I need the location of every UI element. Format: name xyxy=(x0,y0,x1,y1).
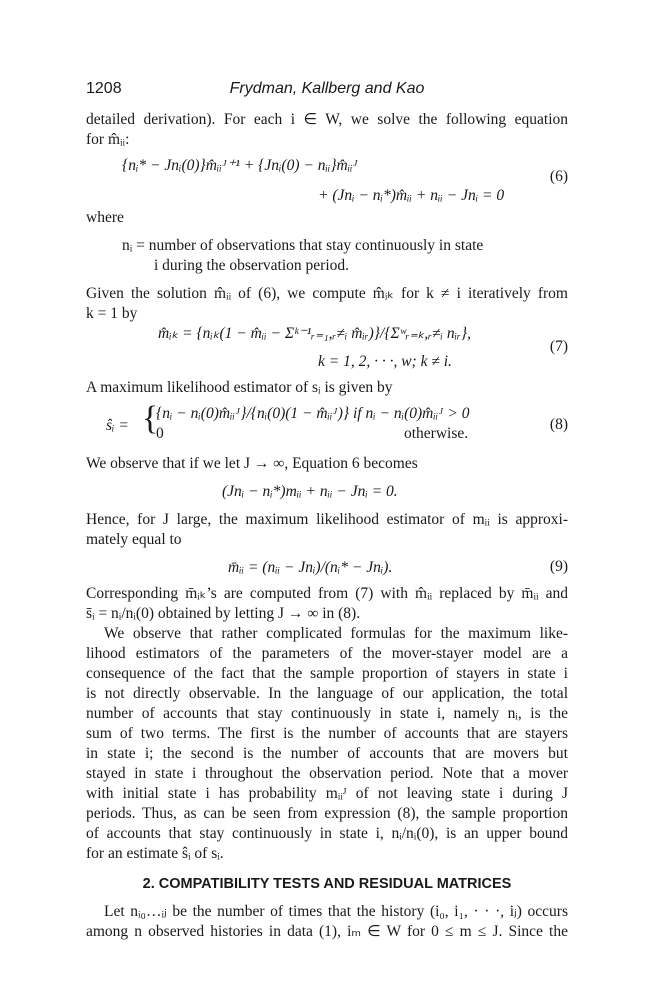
paragraph-line: consequence of the fact that the sample proportion of stayers in state i xyxy=(86,665,568,682)
paragraph-line: We observe that rather complicated formulas for the maximum like- xyxy=(104,625,568,642)
limit-equation: (Jnᵢ − nᵢ*)mᵢᵢ + nᵢᵢ − Jnᵢ = 0. xyxy=(222,483,398,500)
page-header xyxy=(86,80,568,102)
paragraph-line: among n observed histories in data (1), iₘ ∈ W for 0 ≤ m ≤ J. Since the xyxy=(86,923,568,940)
equation-7-line-1: m̂ᵢₖ = {nᵢₖ(1 − m̂ᵢᵢ − Σᵏ⁻¹ᵣ₌₁,ᵣ≠ᵢ m̂ᵢᵣ)}/{Σʷᵣ₌ₖ,ᵣ≠ᵢ nᵢᵣ}, xyxy=(158,325,471,342)
paragraph-line: lihood estimators of the parameters of the mover-stayer model are a xyxy=(86,645,568,662)
text-line: k = 1 by xyxy=(86,305,138,322)
page-number: 1208 xyxy=(86,80,122,97)
text-line: s̄ᵢ = nᵢ/nᵢ(0) obtained by letting J → ∞ in (8). xyxy=(86,605,361,622)
section-heading: 2. COMPATIBILITY TESTS AND RESIDUAL MATRICES xyxy=(142,876,512,892)
paragraph-line: Let nᵢ₀…ᵢⱼ be the number of times that the history (i₀, i₁, · · ·, iⱼ) occurs xyxy=(104,903,568,920)
text-line: Given the solution m̂ᵢᵢ of (6), we compute m̂ᵢₖ for k ≠ i iteratively from xyxy=(86,285,568,302)
equation-6-line-1: {nᵢ* − Jnᵢ(0)}m̂ᵢᵢᴶ⁺¹ + {Jnᵢ(0) − nᵢᵢ}m̂ᵢᵢᴶ xyxy=(122,157,358,174)
equation-8-case-1: {nᵢ − nᵢ(0)m̂ᵢᵢᴶ}/{nᵢ(0)(1 − m̂ᵢᵢᴶ)} if nᵢ − nᵢ(0)m̂ᵢᵢᴶ > 0 xyxy=(156,405,470,422)
equation-6-line-2: + (Jnᵢ − nᵢ*)m̂ᵢᵢ + nᵢᵢ − Jnᵢ = 0 xyxy=(318,187,505,204)
definition-line: i during the observation period. xyxy=(154,257,349,274)
text-line: where xyxy=(86,209,124,226)
text-line: mately equal to xyxy=(86,531,182,548)
equation-7-line-2: k = 1, 2, · · ·, w; k ≠ i. xyxy=(318,353,452,370)
text-line: for m̂ᵢᵢ: xyxy=(86,131,130,148)
equation-number-7: (7) xyxy=(549,338,568,355)
paragraph-line: with initial state i has probability mᵢᵢᴶ of not leaving state i during J xyxy=(86,785,568,802)
paragraph-line: for an estimate ŝᵢ of sᵢ. xyxy=(86,845,224,862)
paragraph-line: periods. Thus, as can be seen from expression (8), the sample proportion xyxy=(86,805,568,822)
text-line: Hence, for J large, the maximum likelihood estimator of mᵢᵢ is approxi- xyxy=(86,511,568,528)
text-line: We observe that if we let J → ∞, Equation 6 becomes xyxy=(86,455,418,472)
paragraph-line: in state i; the second is the number of accounts that are movers but xyxy=(86,745,568,762)
text-line: detailed derivation). For each i ∈ W, we solve the following equation xyxy=(86,111,568,128)
paragraph-line: is not directly observable. In the language of our application, the total xyxy=(86,685,568,702)
definition-line: nᵢ = number of observations that stay continuously in state xyxy=(122,237,484,254)
equation-number-9: (9) xyxy=(549,558,568,575)
running-head: Frydman, Kallberg and Kao xyxy=(229,80,425,97)
equation-8-brace: { xyxy=(142,400,159,437)
equation-number-6: (6) xyxy=(549,168,568,185)
equation-8-case-2-condition: otherwise. xyxy=(404,425,469,442)
equation-9: m̄ᵢᵢ = (nᵢᵢ − Jnᵢ)/(nᵢ* − Jnᵢ). xyxy=(228,559,393,576)
text-line: A maximum likelihood estimator of sᵢ is given by xyxy=(86,379,393,396)
paragraph-line: stayed in state i throughout the observation period. Note that a mover xyxy=(86,765,568,782)
paragraph-line: of accounts that stay continuously in state i, nᵢ/nᵢ(0), is an upper bound xyxy=(86,825,568,842)
paragraph-line: sum of two terms. The first is the number of accounts that are stayers xyxy=(86,725,568,742)
text-line: Corresponding m̄ᵢₖ’s are computed from (7) with m̂ᵢᵢ replaced by m̄ᵢᵢ and xyxy=(86,585,568,602)
paragraph-line: number of accounts that stay continuously in state i, namely nᵢ, is the xyxy=(86,705,568,722)
equation-8-lhs: ŝᵢ = xyxy=(106,417,129,434)
equation-8-case-2-value: 0 xyxy=(156,425,164,442)
equation-number-8: (8) xyxy=(549,416,568,433)
